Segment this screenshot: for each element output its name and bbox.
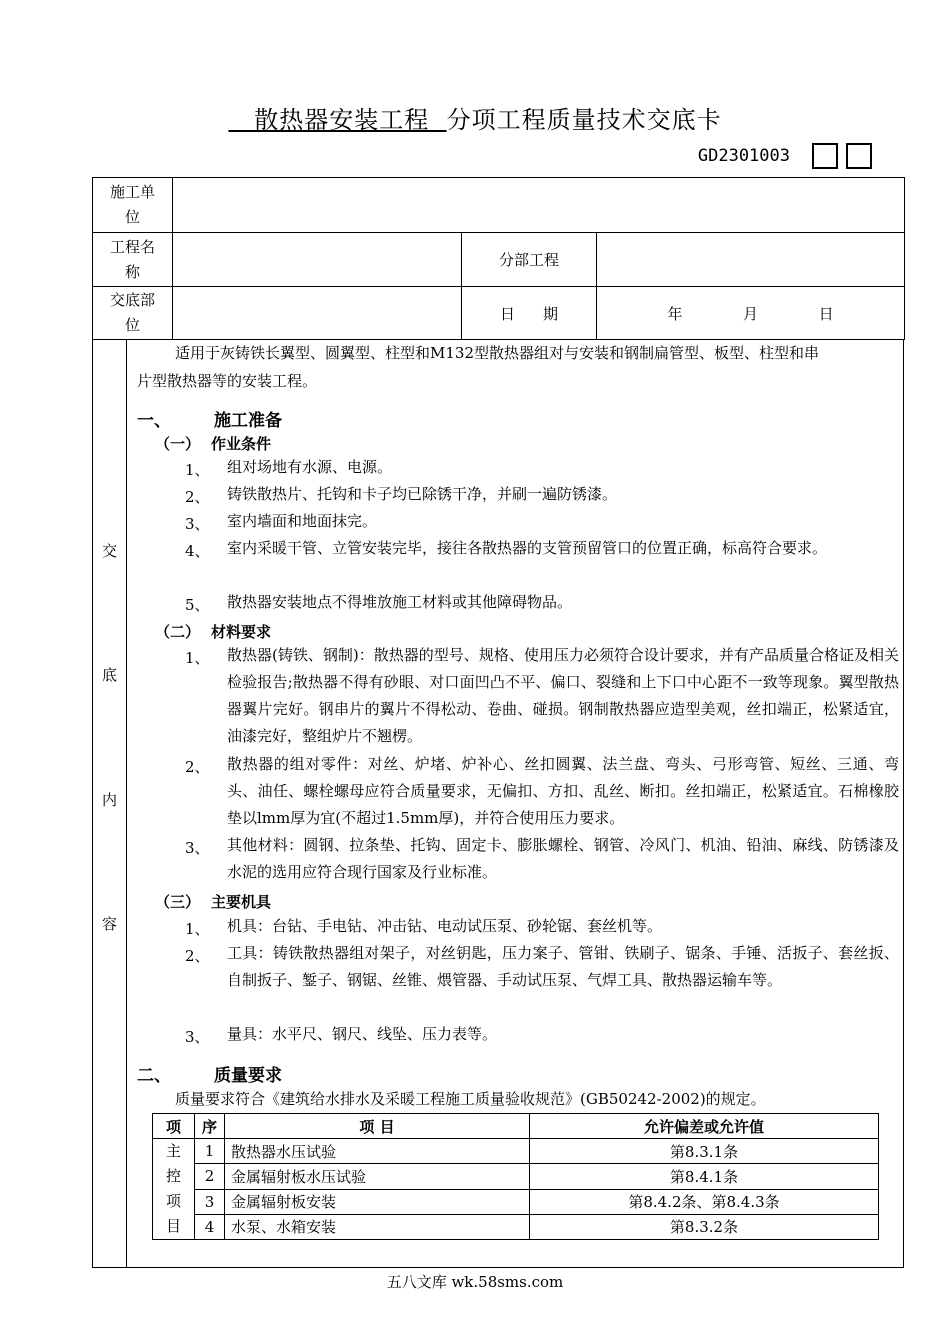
row-item: 散热器水压试验 <box>225 1139 530 1164</box>
cond-3-num: 3、 <box>185 515 210 533</box>
mat-1-num: 1、 <box>185 649 210 667</box>
tool-3-text: 量具：水平尺、钢尺、线坠、压力表等。 <box>227 1025 498 1043</box>
row-seq: 1 <box>195 1139 225 1164</box>
table-row <box>153 1139 879 1164</box>
section-2-number: 二、 <box>137 1066 171 1086</box>
project-field[interactable] <box>173 233 462 287</box>
category-cell: 主 控 项 目 <box>153 1139 195 1240</box>
cond-4-text: 室内采暖干管、立管安装完毕，接往各散热器的支管预留管口的位置正确，标高符合要求。 <box>227 539 828 557</box>
unit-label: 施工单 位 <box>93 178 173 233</box>
dept-label: 交底部 位 <box>93 287 173 340</box>
mat-2-text: 散热器的组对零件：对丝、炉堵、炉补心、丝扣圆翼、法兰盘、弯头、弓形弯管、短丝、三通、弯头、油任、螺栓螺母应符合质量要求，无偏扣、方扣、乱丝、断扣。丝扣端正，松紧适宜。石棉橡胶垫以lmm厚为宜(不超过1.5mm厚)，并符合使用压力要求。 <box>227 755 899 827</box>
footer-watermark: 五八文库 wk.58sms.com <box>386 1273 564 1291</box>
cond-5-num: 5、 <box>185 596 210 614</box>
row-value: 第8.3.1条 <box>530 1139 879 1164</box>
subproject-label: 分部工程 <box>462 233 597 287</box>
row-value: 第8.4.1条 <box>530 1164 879 1189</box>
month-label: 月 <box>743 304 759 323</box>
sub-1-number: （一） <box>155 435 201 453</box>
tool-2-num: 2、 <box>185 947 210 965</box>
checkbox-2[interactable] <box>846 143 872 169</box>
tool-3-num: 3、 <box>185 1028 210 1046</box>
tool-1-num: 1、 <box>185 920 210 938</box>
cond-1-num: 1、 <box>185 461 210 479</box>
cond-5-text: 散热器安装地点不得堆放施工材料或其他障碍物品。 <box>227 593 573 611</box>
unit-field[interactable] <box>173 178 905 233</box>
year-label: 年 <box>667 304 683 323</box>
cond-3-text: 室内墙面和地面抹完。 <box>227 512 378 530</box>
header-table <box>92 177 905 340</box>
row-item: 金属辐射板安装 <box>225 1189 530 1214</box>
sub-2-title: 材料要求 <box>211 623 272 641</box>
subproject-field[interactable] <box>597 233 905 287</box>
code-row <box>600 142 872 170</box>
cond-4-num: 4、 <box>185 542 210 560</box>
tool-1-text: 机具：台钻、手电钻、冲击钻、电动试压泵、砂轮锯、套丝机等。 <box>227 917 663 935</box>
checkbox-1[interactable] <box>812 143 838 169</box>
tool-2-text: 工具：铸铁散热器组对架子，对丝钥匙，压力案子、管钳、铁刷子、锯条、手锤、活扳子、套丝扳、自制扳子、錾子、钢锯、丝锥、煨管器、手动试压泵、气焊工具、散热器运输车等。 <box>227 944 899 989</box>
page-title <box>0 100 950 135</box>
table-row <box>153 1164 879 1189</box>
intro-line-2: 片型散热器等的安装工程。 <box>137 372 318 390</box>
project-label: 工程名 称 <box>93 233 173 287</box>
section-1-title: 施工准备 <box>214 411 282 431</box>
col-item: 项 目 <box>225 1114 530 1139</box>
document-code: GD2301003 <box>697 146 790 166</box>
quality-table <box>152 1113 879 1240</box>
sub-2-number: （二） <box>155 623 201 641</box>
mat-1-text: 散热器(铸铁、钢制)：散热器的型号、规格、使用压力必须符合设计要求，并有产品质量合格证及相关检验报告;散热器不得有砂眼、对口面凹凸不平、偏口、裂缝和上下口中心距不一致等现象。翼型散热器翼片完好。钢串片的翼片不得松动、卷曲、碰损。钢制散热器应造型美观，丝扣端正，松紧适宜，油漆完好，整组炉片不翘楞。 <box>227 646 899 745</box>
row-seq: 2 <box>195 1164 225 1189</box>
side-label: 交 底 内 容 <box>93 339 127 1267</box>
mat-3-num: 3、 <box>185 839 210 857</box>
row-seq: 3 <box>195 1189 225 1214</box>
sub-1-title: 作业条件 <box>211 435 272 453</box>
dept-field[interactable] <box>173 287 462 340</box>
intro-line-1: 适用于灰铸铁长翼型、圆翼型、柱型和M132型散热器组对与安装和钢制扁管型、板型、柱型和串 <box>175 344 819 362</box>
col-category: 项 <box>153 1114 195 1139</box>
cond-2-num: 2、 <box>185 488 210 506</box>
date-label: 日期 <box>462 287 597 340</box>
col-seq: 序 <box>195 1114 225 1139</box>
day-label: 日 <box>818 304 834 323</box>
cond-1-text: 组对场地有水源、电源。 <box>227 458 393 476</box>
sub-3-number: （三） <box>155 893 201 911</box>
sub-3-title: 主要机具 <box>211 893 272 911</box>
row-seq: 4 <box>195 1214 225 1239</box>
section-2-title: 质量要求 <box>214 1066 282 1086</box>
col-value: 允许偏差或允许值 <box>530 1114 879 1139</box>
title-project: 散热器安装工程 <box>228 106 447 134</box>
mat-3-text: 其他材料：圆钢、拉条垫、托钩、固定卡、膨胀螺栓、钢管、冷风门、机油、铅油、麻线、防锈漆及水泥的选用应符合现行国家及行业标准。 <box>227 836 899 881</box>
section-1-number: 一、 <box>137 411 171 431</box>
title-rest: 分项工程质量技术交底卡 <box>446 106 722 134</box>
row-item: 水泵、水箱安装 <box>225 1214 530 1239</box>
cond-2-text: 铸铁散热片、托钩和卡子均已除锈干净，并刷一遍防锈漆。 <box>227 485 618 503</box>
table-row <box>153 1189 879 1214</box>
row-value: 第8.3.2条 <box>530 1214 879 1239</box>
date-field[interactable] <box>597 287 905 340</box>
mat-2-num: 2、 <box>185 758 210 776</box>
quality-intro: 质量要求符合《建筑给水排水及采暖工程施工质量验收规范》(GB50242-2002)的规定。 <box>175 1090 766 1108</box>
row-value: 第8.4.2条、第8.4.3条 <box>530 1189 879 1214</box>
table-row <box>153 1214 879 1239</box>
row-item: 金属辐射板水压试验 <box>225 1164 530 1189</box>
